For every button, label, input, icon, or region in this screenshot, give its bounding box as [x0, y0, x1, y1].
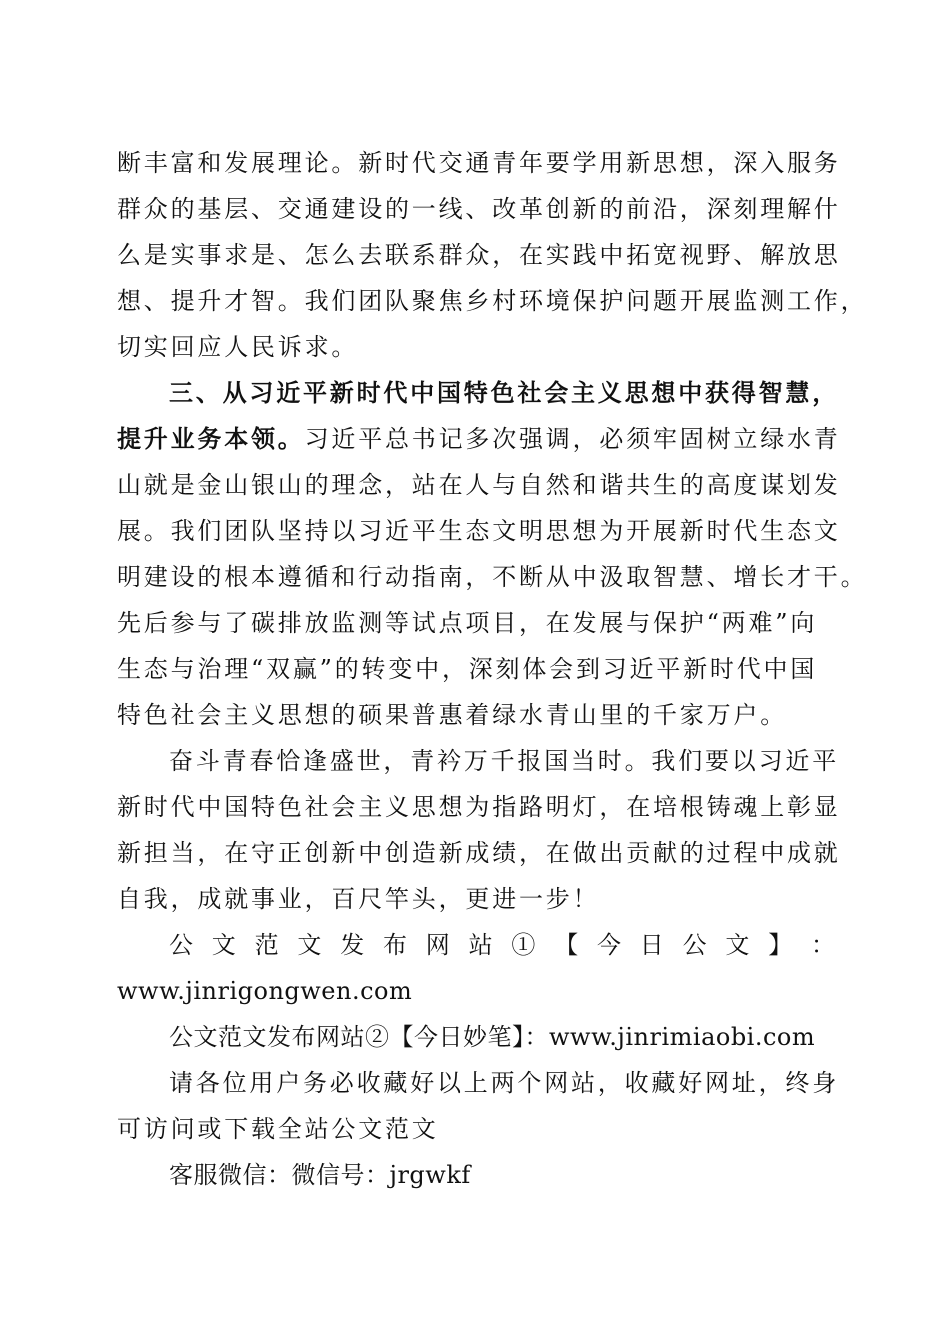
text-line: 新时代中国特色社会主义思想为指路明灯，在培根铸魂上彰显 — [117, 793, 841, 821]
text-line: 山就是金山银山的理念，站在人与自然和谐共生的高度谋划发 — [117, 471, 841, 499]
text-line: 奋斗青春恰逢盛世，青衿万千报国当时。我们要以习近平 — [169, 747, 839, 775]
paragraph-conclusion — [117, 738, 841, 922]
text-line: 新担当，在守正创新中创造新成绩，在做出贡献的过程中成就 — [117, 839, 841, 867]
section-heading-end: 提升业务本领。 — [117, 424, 305, 453]
site2-line: 公文范文发布网站②【今日妙笔】：www.jinrimiaobi.com — [169, 1023, 816, 1051]
text-line: 群众的基层、交通建设的一线、改革创新的前沿，深刻理解什 — [117, 195, 841, 223]
notice-line: 请各位用户务必收藏好以上两个网站，收藏好网址，终身 — [169, 1069, 839, 1097]
service-wechat: 客服微信：微信号：jrgwkf — [169, 1161, 471, 1189]
paragraph-section-three — [117, 370, 868, 738]
notice-line: 可访问或下载全站公文范文 — [117, 1115, 439, 1143]
document-page — [117, 140, 868, 1198]
text-line: 自我，成就事业，百尺竿头，更进一步！ — [117, 885, 600, 913]
text-line: 想、提升才智。我们团队聚焦乡村环境保护问题开展监测工作， — [117, 287, 868, 315]
paragraph-theory — [117, 140, 868, 370]
text-line — [117, 416, 841, 462]
text-line: 展。我们团队坚持以习近平生态文明思想为开展新时代生态文 — [117, 517, 841, 545]
section-heading: 三、从习近平新时代中国特色社会主义思想中获得智慧， — [169, 378, 839, 407]
text-line: 切实回应人民诉求。 — [117, 333, 359, 361]
text-fragment: 习近平总书记多次强调，必须牢固树立绿水青 — [304, 425, 841, 453]
site1-url: www.jinrigongwen.com — [117, 977, 413, 1005]
text-line: 生态与治理“双赢”的转变中，深刻体会到习近平新时代中国 — [117, 655, 818, 683]
text-line: 明建设的根本遵循和行动指南，不断从中汲取智慧、增长才干。 — [117, 563, 868, 591]
text-line: 先后参与了碳排放监测等试点项目，在发展与保护“两难”向 — [117, 609, 818, 637]
text-line: 么是实事求是、怎么去联系群众，在实践中拓宽视野、解放思 — [117, 241, 841, 269]
site1-label: 公 文 范 文 发 布 网 站 ① 【 今 日 公 文 】 ： — [169, 931, 835, 959]
text-line: 断丰富和发展理论。新时代交通青年要学用新思想，深入服务 — [117, 149, 841, 177]
footer-notice — [117, 922, 839, 1198]
text-line: 特色社会主义思想的硕果普惠着绿水青山里的千家万户。 — [117, 701, 787, 729]
